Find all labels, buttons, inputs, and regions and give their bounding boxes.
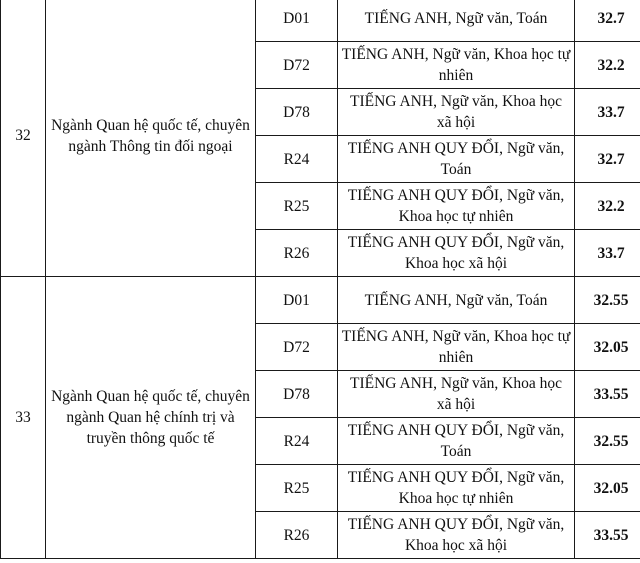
subject-combination: TIẾNG ANH QUY ĐỔI, Ngữ văn, Khoa học tự nhiên	[338, 465, 575, 512]
major-name: Ngành Quan hệ quốc tế, chuyên ngành Thông tin đối ngoại	[46, 0, 256, 277]
cutoff-score: 32.55	[575, 418, 640, 465]
table-row	[1, 0, 640, 42]
subject-combination: TIẾNG ANH QUY ĐỔI, Ngữ văn, Khoa học xã hội	[338, 512, 575, 559]
cutoff-score: 32.05	[575, 465, 640, 512]
subject-combination: TIẾNG ANH, Ngữ văn, Khoa học xã hội	[338, 371, 575, 418]
combination-code: D01	[256, 277, 338, 324]
group-number: 32	[1, 0, 46, 277]
subject-combination: TIẾNG ANH, Ngữ văn, Toán	[338, 0, 575, 42]
cutoff-score: 33.7	[575, 89, 640, 136]
combination-code: R26	[256, 230, 338, 277]
subject-combination: TIẾNG ANH QUY ĐỔI, Ngữ văn, Toán	[338, 418, 575, 465]
subject-combination: TIẾNG ANH, Ngữ văn, Khoa học tự nhiên	[338, 324, 575, 371]
combination-code: D78	[256, 371, 338, 418]
major-name: Ngành Quan hệ quốc tế, chuyên ngành Quan hệ chính trị và truyền thông quốc tế	[46, 277, 256, 559]
subject-combination: TIẾNG ANH QUY ĐỔI, Ngữ văn, Toán	[338, 136, 575, 183]
combination-code: R26	[256, 512, 338, 559]
subject-combination: TIẾNG ANH QUY ĐỔI, Ngữ văn, Khoa học xã hội	[338, 230, 575, 277]
group-number: 33	[1, 277, 46, 559]
combination-code: R25	[256, 465, 338, 512]
combination-code: D72	[256, 42, 338, 89]
cutoff-score: 32.2	[575, 183, 640, 230]
cutoff-score: 33.7	[575, 230, 640, 277]
subject-combination: TIẾNG ANH, Ngữ văn, Khoa học tự nhiên	[338, 42, 575, 89]
combination-code: R24	[256, 136, 338, 183]
combination-code: D78	[256, 89, 338, 136]
combination-code: D72	[256, 324, 338, 371]
cutoff-score: 32.7	[575, 0, 640, 42]
subject-combination: TIẾNG ANH, Ngữ văn, Khoa học xã hội	[338, 89, 575, 136]
combination-code: D01	[256, 0, 338, 42]
cutoff-score: 32.05	[575, 324, 640, 371]
table-row	[1, 277, 640, 324]
subject-combination: TIẾNG ANH QUY ĐỔI, Ngữ văn, Khoa học tự nhiên	[338, 183, 575, 230]
subject-combination: TIẾNG ANH, Ngữ văn, Toán	[338, 277, 575, 324]
cutoff-score: 32.7	[575, 136, 640, 183]
combination-code: R25	[256, 183, 338, 230]
cutoff-score: 32.2	[575, 42, 640, 89]
cutoff-score: 33.55	[575, 512, 640, 559]
cutoff-score: 32.55	[575, 277, 640, 324]
combination-code: R24	[256, 418, 338, 465]
cutoff-score: 33.55	[575, 371, 640, 418]
